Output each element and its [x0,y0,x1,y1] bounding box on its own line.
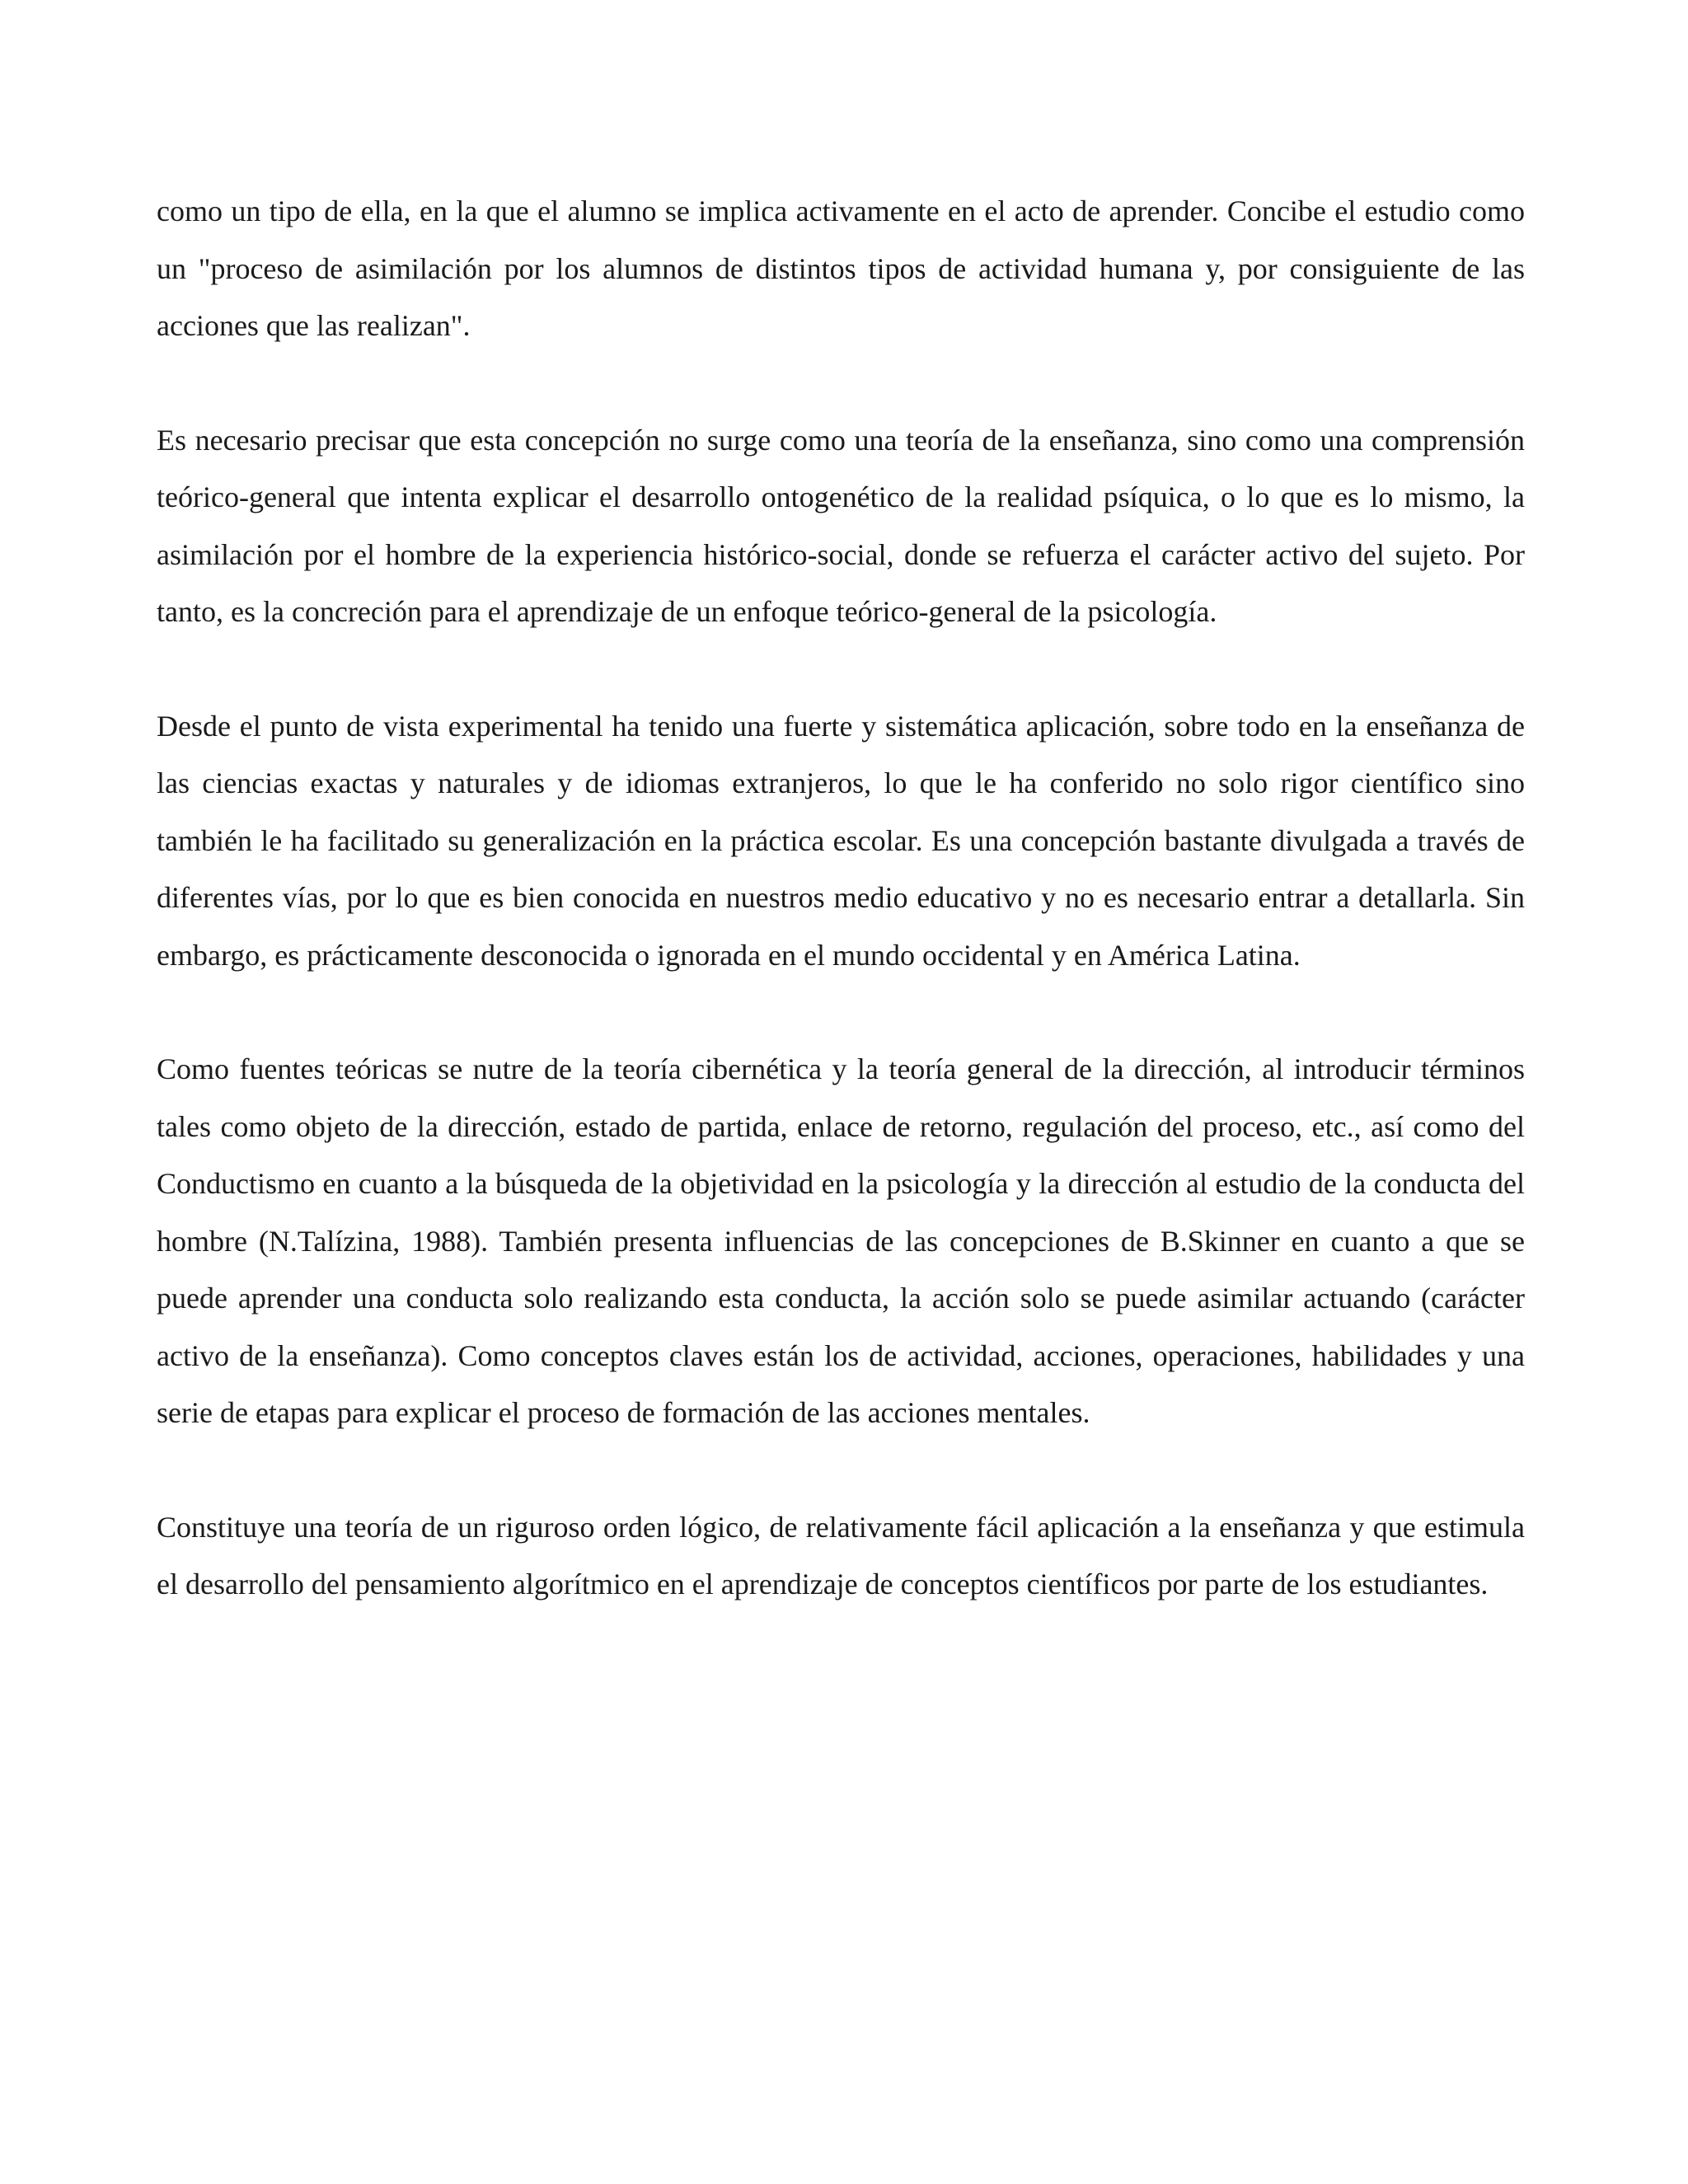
paragraph-3: Desde el punto de vista experimental ha tenido una fuerte y sistemática aplicación, sobre todo en la enseñanza de las ciencias exactas y naturales y de idiomas extranjeros, lo que le ha conferido no solo rigor científico sino también le ha facilitado su generalización en la práctica escolar. Es una concepción bastante divulgada a través de diferentes vías, por lo que es bien conocida en nuestros medio educativo y no es necesario entrar a detallarla. Sin embargo, es prácticamente desconocida o ignorada en el mundo occidental y en América Latina. [157,709,1525,972]
document-body [157,183,1525,1671]
paragraph-5: Constituye una teoría de un riguroso orden lógico, de relativamente fácil aplicación a la enseñanza y que estimula el desarrollo del pensamiento algorítmico en el aprendizaje de conceptos científicos por parte de los estudiantes. [157,1510,1525,1601]
paragraph-4: Como fuentes teóricas se nutre de la teoría cibernética y la teoría general de la dirección, al introducir términos tales como objeto de la dirección, estado de partida, enlace de retorno, regulación del proceso, etc., así como del Conductismo en cuanto a la búsqueda de la objetividad en la psicología y la dirección al estudio de la conducta del hombre (N.Talízina, 1988). También presenta influencias de las concepciones de B.Skinner en cuanto a que se puede aprender una conducta solo realizando esta conducta, la acción solo se puede asimilar actuando (carácter activo de la enseñanza). Como conceptos claves están los de actividad, acciones, operaciones, habilidades y una serie de etapas para explicar el proceso de formación de las acciones mentales. [157,1052,1525,1429]
paragraph-1: como un tipo de ella, en la que el alumno se implica activamente en el acto de aprender. Concibe el estudio como un "proceso de asimilación por los alumnos de distintos tipos de actividad humana y, por consiguiente de las acciones que las realizan". [157,194,1525,342]
paragraph-2: Es necesario precisar que esta concepción no surge como una teoría de la enseñanza, sino como una comprensión teórico-general que intenta explicar el desarrollo ontogenético de la realidad psíquica, o lo que es lo mismo, la asimilación por el hombre de la experiencia histórico-social, donde se refuerza el carácter activo del sujeto. Por tanto, es la concreción para el aprendizaje de un enfoque teórico-general de la psicología. [157,423,1525,628]
